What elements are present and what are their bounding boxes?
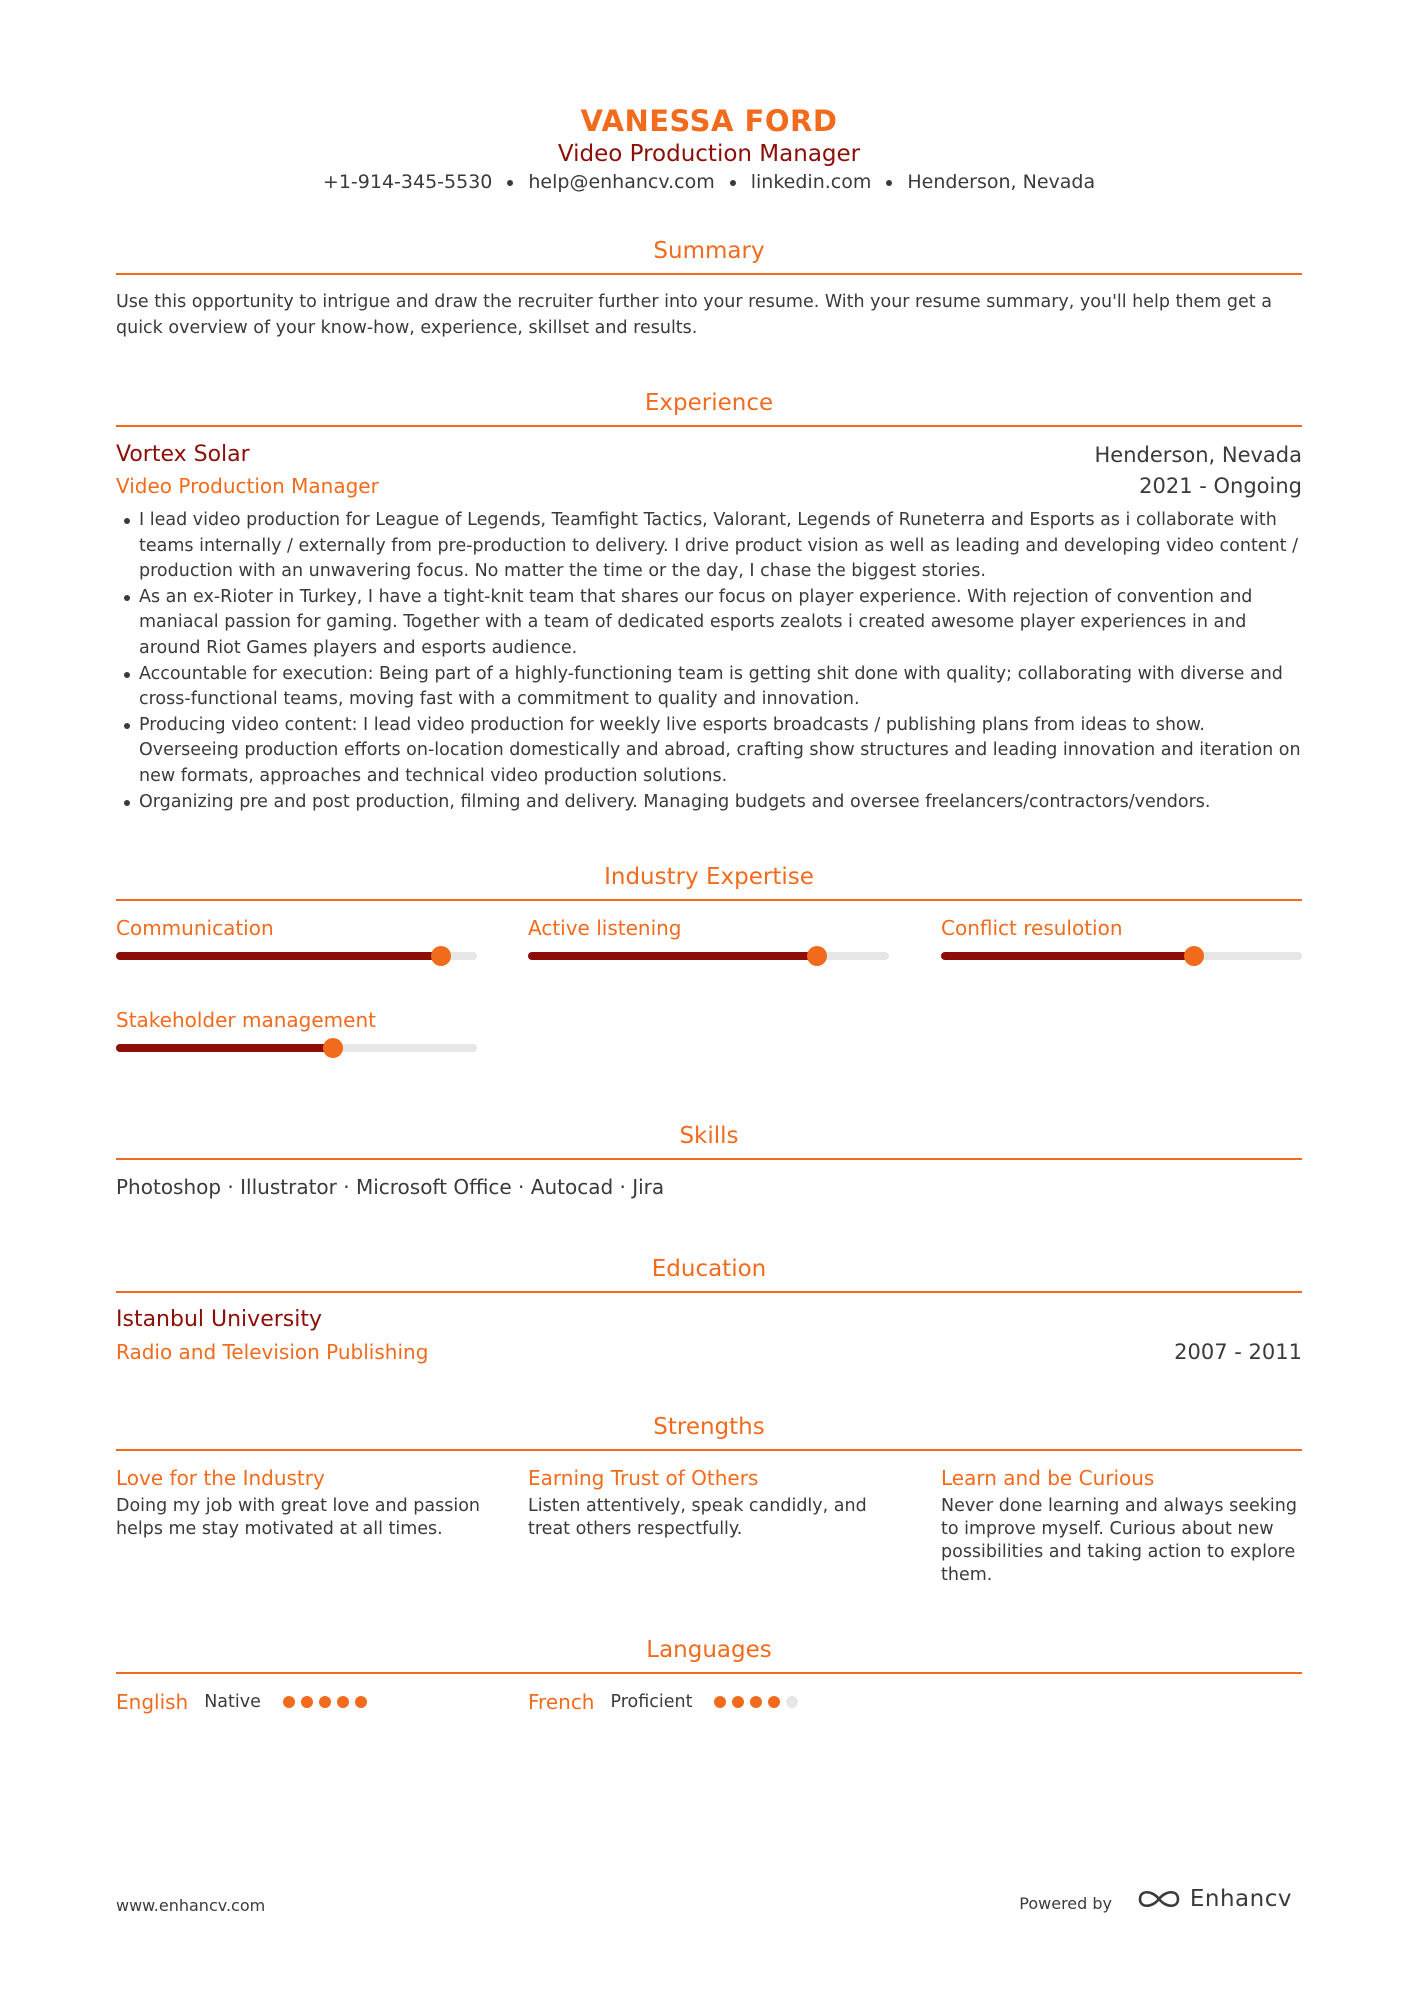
section-title-education: Education (651, 1256, 767, 1282)
rating-dot (319, 1696, 331, 1708)
expertise-item (941, 916, 1302, 940)
expertise-label: Active listening (528, 916, 682, 940)
language-name: French (528, 1690, 595, 1714)
expertise-bar-fill (116, 1044, 333, 1052)
strength-item (528, 1466, 898, 1541)
strength-description: Listen attentively, speak candidly, and treat others respectfully. (528, 1496, 867, 1539)
language-rating (283, 1696, 373, 1708)
strength-item (116, 1466, 486, 1541)
section-divider (116, 273, 1302, 275)
expertise-item (116, 916, 477, 940)
expertise-bar-knob (431, 946, 451, 966)
strength-description: Doing my job with great love and passion helps me stay motivated at all times. (116, 1496, 481, 1539)
section-title-experience: Experience (644, 390, 774, 416)
separator-dot (886, 180, 892, 186)
rating-dot (337, 1696, 349, 1708)
separator-dot (730, 180, 736, 186)
section-divider (116, 1672, 1302, 1674)
section-divider (116, 899, 1302, 901)
expertise-label: Communication (116, 916, 274, 940)
location: Henderson, Nevada (907, 171, 1096, 193)
experience-location: Henderson, Nevada (1094, 443, 1302, 467)
enhancv-brand: Enhancv (1189, 1886, 1292, 1912)
rating-dot (768, 1696, 780, 1708)
resume-page (116, 0, 1302, 1995)
rating-dot (714, 1696, 726, 1708)
section-title-expertise: Industry Expertise (604, 864, 814, 890)
expertise-item (116, 1008, 477, 1032)
candidate-name: VANESSA FORD (580, 104, 838, 138)
enhancv-logo[interactable] (1136, 1886, 1292, 1912)
expertise-bar-fill (528, 952, 817, 960)
list-item: Accountable for execution: Being part of a highly-functioning team is getting shit done with quality; collaborating with diverse and cross-functional teams, moving fast with a commitment to quality and innovation. (116, 662, 1302, 713)
list-item: I lead video production for League of Legends, Teamfight Tactics, Valorant, Legends of Runeterra and Esports as i collaborate with teams internally / externally from pre-production to delivery. I drive product vision as well as leading and developing video content / production with an unwavering focus. No matter the time or the day, I chase the biggest stories. (116, 508, 1302, 585)
education-degree: Radio and Television Publishing (116, 1340, 429, 1364)
section-divider (116, 1291, 1302, 1293)
phone: +1-914-345-5530 (322, 171, 493, 193)
experience-company: Vortex Solar (116, 442, 250, 467)
language-name: English (116, 1690, 189, 1714)
section-divider (116, 425, 1302, 427)
strength-item (941, 1466, 1311, 1587)
strength-description: Never done learning and always seeking to improve myself. Curious about new possibilities and taking action to explore them. (941, 1496, 1297, 1585)
email[interactable]: help@enhancv.com (528, 171, 715, 193)
section-divider (116, 1158, 1302, 1160)
rating-dot (283, 1696, 295, 1708)
skills-list: Photoshop · Illustrator · Microsoft Office · Autocad · Jira (116, 1175, 665, 1199)
expertise-bar (116, 952, 477, 960)
language-item (116, 1690, 373, 1714)
summary-text: Use this opportunity to intrigue and draw the recruiter further into your resume. With your resume summary, you'll help them get a quick overview of your know-how, experience, skillset and results. (116, 292, 1272, 338)
section-title-summary: Summary (653, 238, 765, 264)
language-level: Native (204, 1692, 261, 1712)
expertise-bar (116, 1044, 477, 1052)
section-divider (116, 1449, 1302, 1451)
experience-dates: 2021 - Ongoing (1139, 474, 1302, 498)
list-item: Organizing pre and post production, filming and delivery. Managing budgets and oversee freelancers/contractors/vendors. (116, 790, 1302, 816)
expertise-bar-knob (807, 946, 827, 966)
separator-dot (507, 180, 513, 186)
rating-dot (786, 1696, 798, 1708)
expertise-bar (941, 952, 1302, 960)
language-level: Proficient (610, 1692, 693, 1712)
rating-dot (750, 1696, 762, 1708)
enhancv-logo-icon (1136, 1886, 1182, 1912)
rating-dot (355, 1696, 367, 1708)
experience-role: Video Production Manager (116, 474, 379, 498)
experience-bullets (116, 508, 1302, 815)
footer-powered-by: Powered by (1019, 1894, 1112, 1913)
contact-line (116, 171, 1302, 193)
expertise-bar-knob (323, 1038, 343, 1058)
language-rating (714, 1696, 804, 1708)
candidate-title: Video Production Manager (557, 141, 861, 167)
list-item: Producing video content: I lead video production for weekly live esports broadcasts / publishing plans from ideas to show. Overseeing production efforts on-location domestically and abroad, crafting show structures and leading innovation and iteration on new formats, approaches and technical video production solutions. (116, 713, 1302, 790)
expertise-bar-fill (941, 952, 1194, 960)
linkedin[interactable]: linkedin.com (750, 171, 872, 193)
rating-dot (301, 1696, 313, 1708)
strength-title: Earning Trust of Others (528, 1466, 759, 1490)
section-title-languages: Languages (646, 1637, 772, 1663)
language-item (528, 1690, 804, 1714)
expertise-label: Conflict resulotion (941, 916, 1123, 940)
strength-title: Learn and be Curious (941, 1466, 1155, 1490)
section-title-strengths: Strengths (653, 1414, 765, 1440)
education-school: Istanbul University (116, 1307, 322, 1332)
section-title-skills: Skills (679, 1123, 739, 1149)
expertise-item (528, 916, 889, 940)
footer-url[interactable]: www.enhancv.com (116, 1896, 266, 1915)
expertise-bar (528, 952, 889, 960)
education-dates: 2007 - 2011 (1174, 1340, 1302, 1364)
expertise-label: Stakeholder management (116, 1008, 376, 1032)
expertise-bar-knob (1184, 946, 1204, 966)
strength-title: Love for the Industry (116, 1466, 325, 1490)
rating-dot (732, 1696, 744, 1708)
list-item: As an ex-Rioter in Turkey, I have a tight-knit team that shares our focus on player experience. With rejection of convention and maniacal passion for gaming. Together with a team of dedicated esports zealots i created awesome player experiences in and around Riot Games players and esports audience. (116, 585, 1302, 662)
expertise-bar-fill (116, 952, 441, 960)
